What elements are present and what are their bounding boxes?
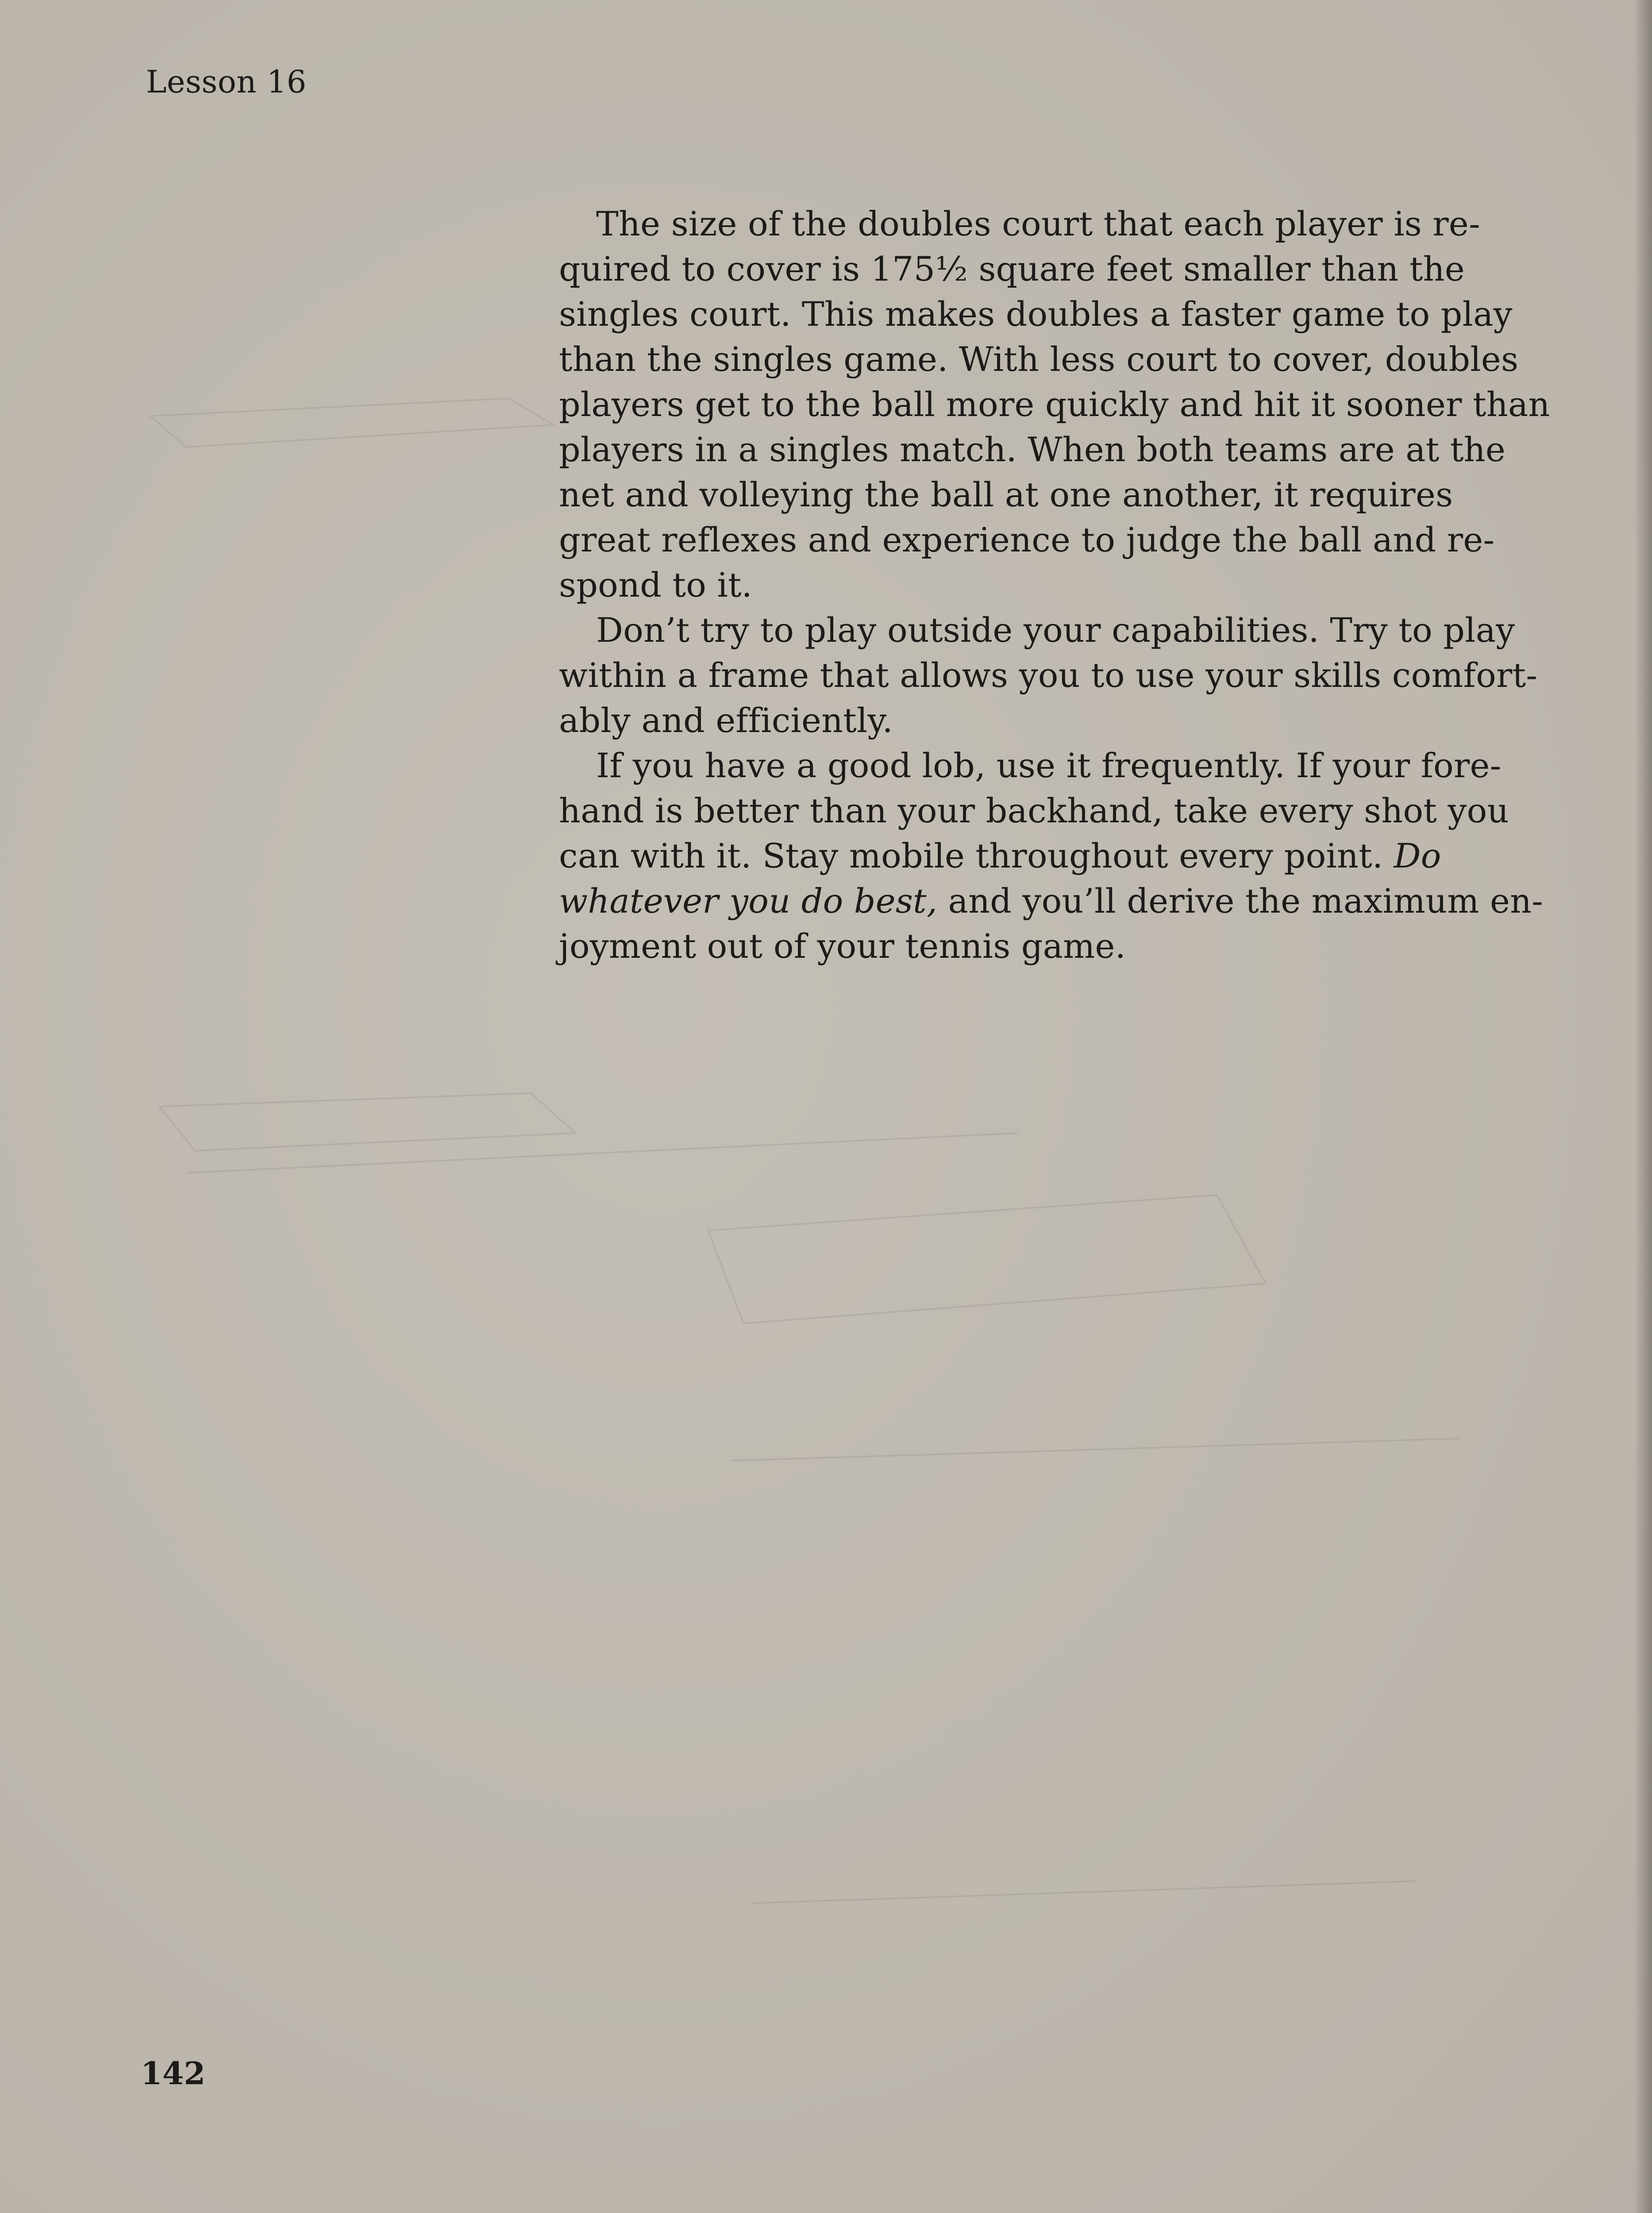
text-line: within a frame that allows you to use your skills comfort- xyxy=(559,655,1538,695)
paragraph-1 xyxy=(559,201,1577,608)
text-line: than the singles game. With less court to cover, doubles xyxy=(559,339,1519,379)
paragraph-3 xyxy=(559,743,1577,969)
text-line: Don’t try to play outside your capabilities. Try to play xyxy=(596,610,1515,650)
text-segment: and you’ll derive the maximum en- xyxy=(937,881,1544,921)
page-edge-shadow xyxy=(1634,0,1652,2213)
text-line: great reflexes and experience to judge the ball and re- xyxy=(559,520,1495,559)
text-line: players in a singles match. When both teams are at the xyxy=(559,430,1506,469)
text-line: singles court. This makes doubles a faster game to play xyxy=(559,294,1513,334)
text-line xyxy=(559,879,1577,924)
text-line: If you have a good lob, use it frequently. If your fore- xyxy=(596,746,1502,785)
emphasis-text: Do xyxy=(1394,836,1441,875)
text-line: ably and efficiently. xyxy=(559,701,893,740)
text-line: The size of the doubles court that each player is re- xyxy=(596,204,1480,243)
text-line xyxy=(559,833,1577,879)
text-line: hand is better than your backhand, take every shot you xyxy=(559,791,1509,830)
page-number: 142 xyxy=(141,2055,206,2092)
text-line: net and volleying the ball at one another, it requires xyxy=(559,475,1453,514)
text-segment: can with it. Stay mobile throughout every point. xyxy=(559,836,1394,875)
text-line: spond to it. xyxy=(559,565,753,605)
body-text xyxy=(559,201,1577,969)
text-line: quired to cover is 175½ square feet smaller than the xyxy=(559,249,1465,289)
text-line: players get to the ball more quickly and hit it sooner than xyxy=(559,385,1550,424)
paragraph-2 xyxy=(559,608,1577,743)
emphasis-text: whatever you do best, xyxy=(559,881,938,921)
running-head: Lesson 16 xyxy=(146,64,307,100)
text-line: joyment out of your tennis game. xyxy=(559,926,1126,966)
